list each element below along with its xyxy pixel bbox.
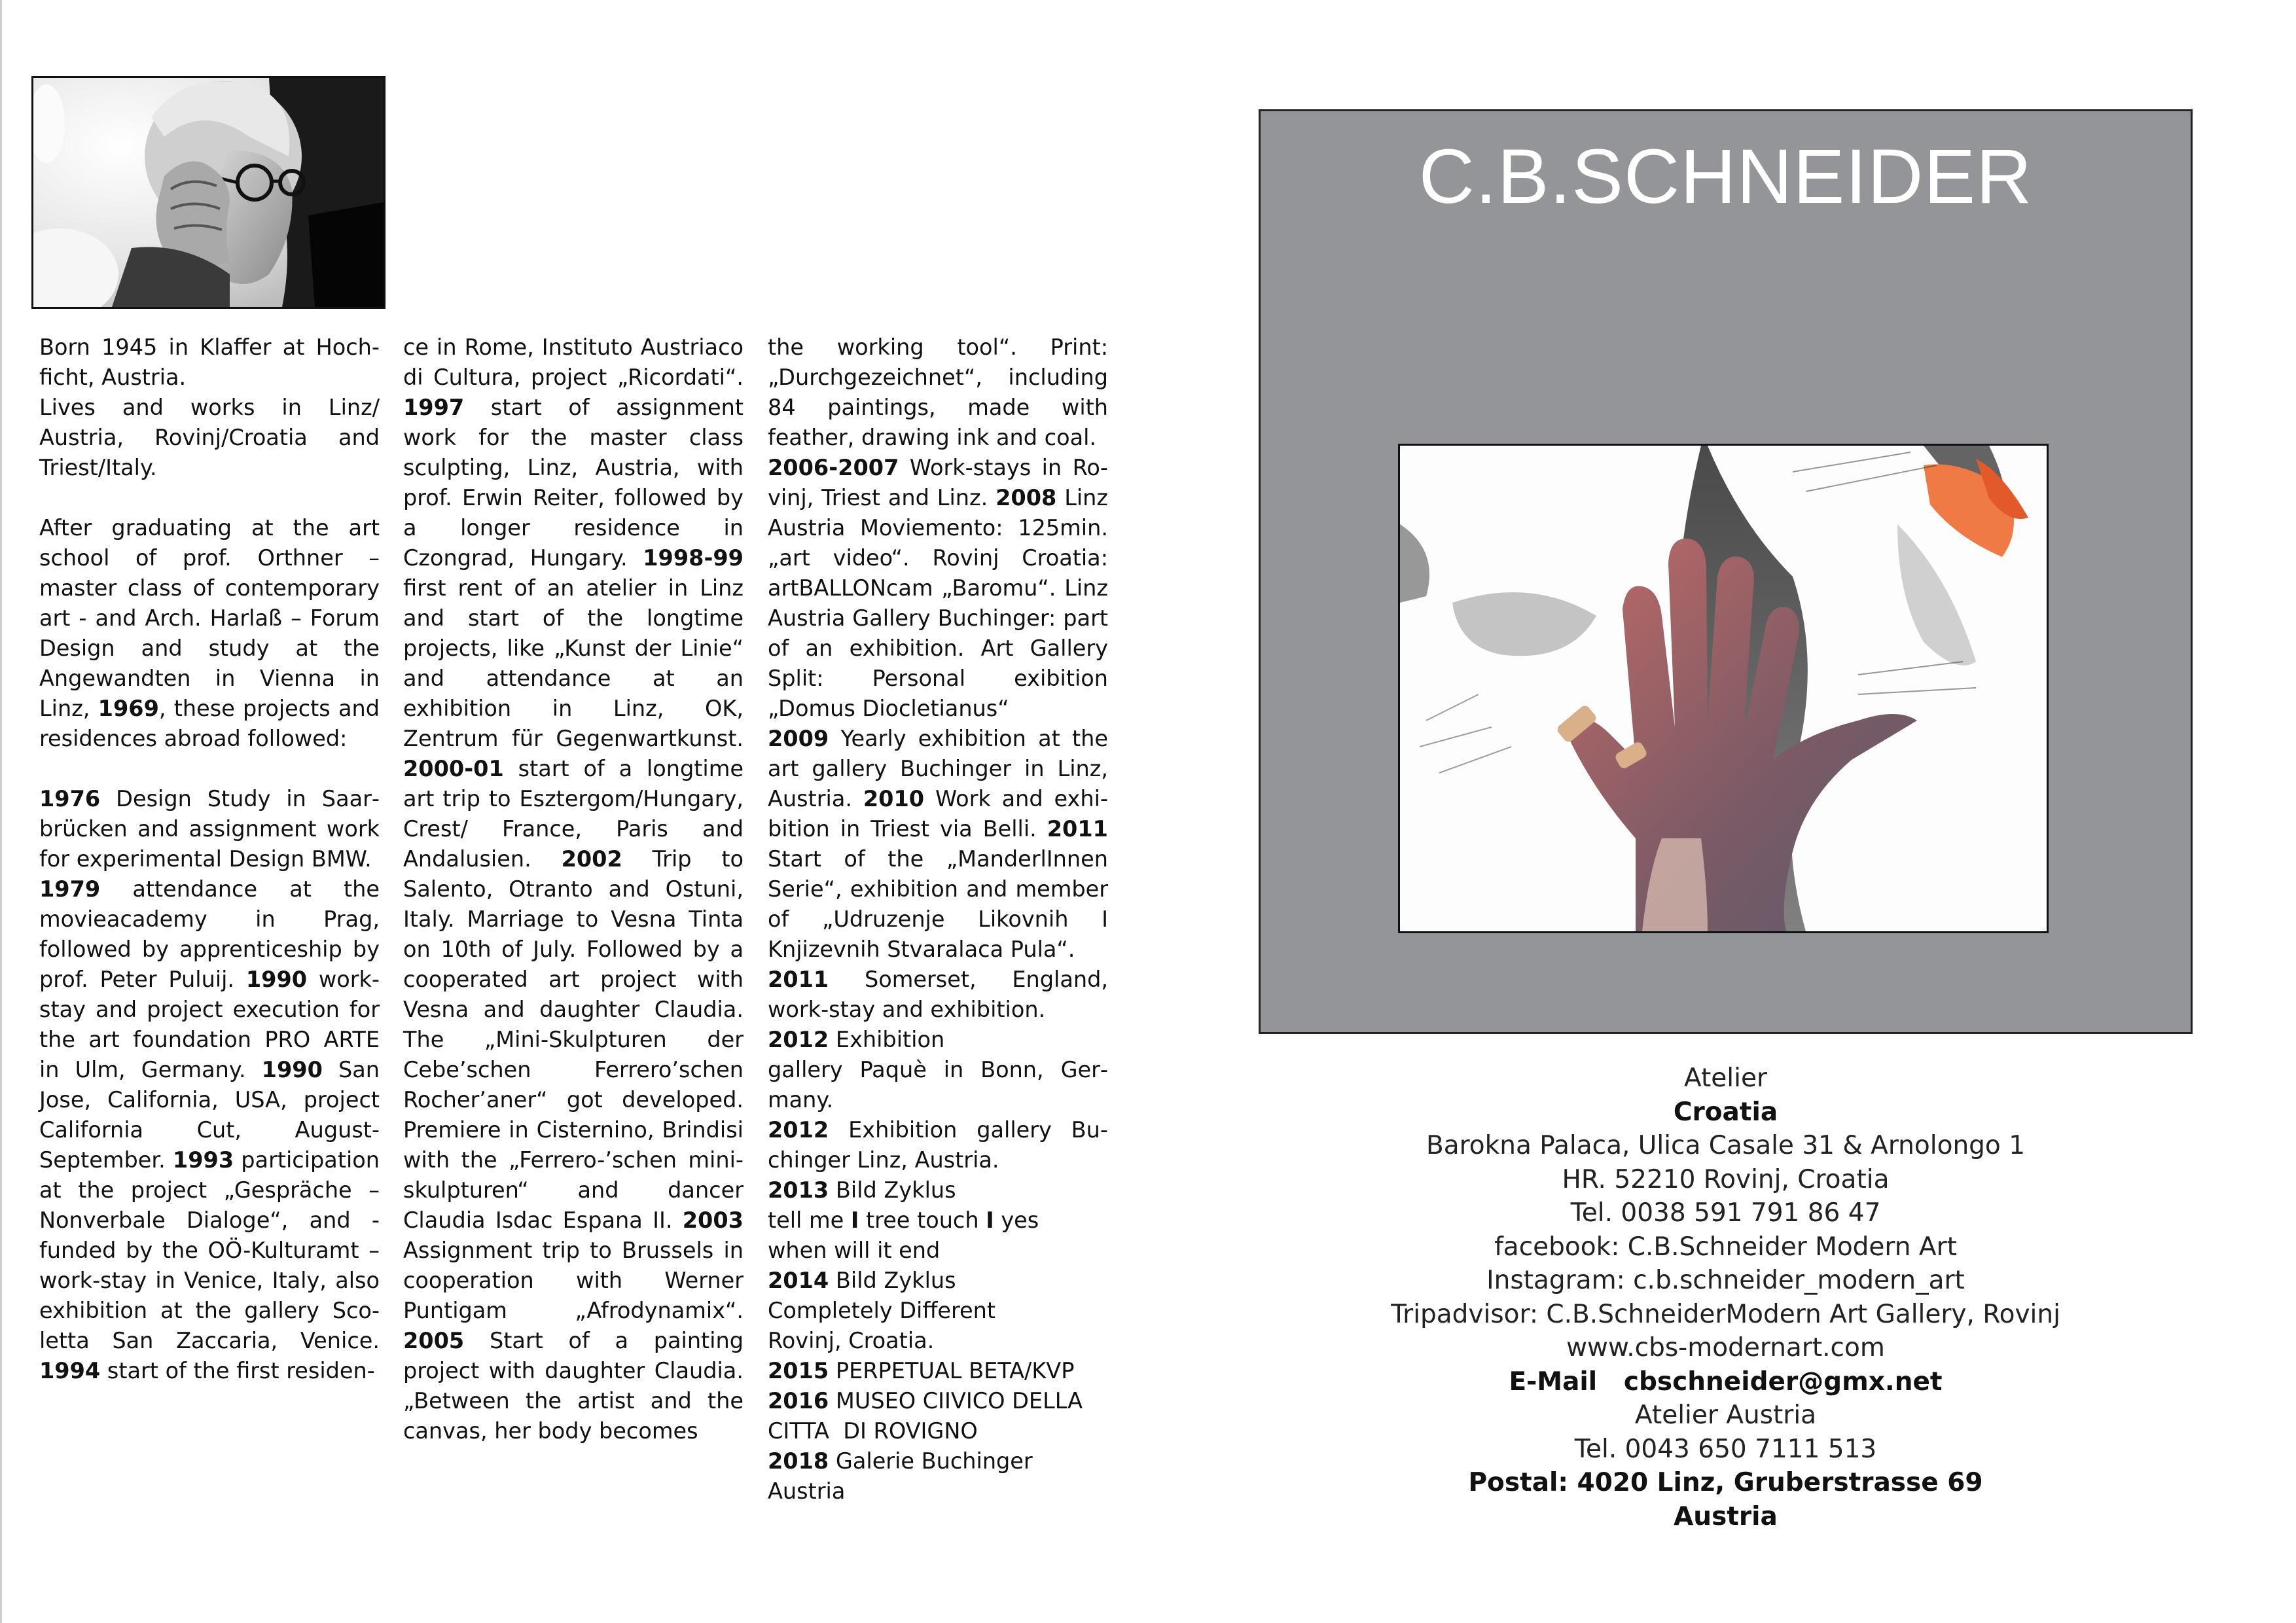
bio-paragraph [768, 1025, 1108, 1055]
bio-text: Lives and works in Linz/ Austria, Rovinj/Croatia and Triest/Italy. [39, 395, 380, 480]
bio-paragraph [768, 1175, 1108, 1205]
bio-text: gallery Paquè in Bonn, Germany. [768, 1057, 1108, 1113]
bio-year: 1998-99 [643, 545, 744, 571]
bio-text: Start of the „ManderlInnen Serie“, exhibition and member of „Udruzenje Likovnih I Knjizevnih Stvaralaca Pula“. [768, 846, 1108, 962]
biography-column-1 [39, 332, 380, 1386]
bio-paragraph [768, 1266, 1108, 1296]
contact-postcode: HR. 52210 Rovinj, Croatia [1562, 1164, 1890, 1194]
bio-paragraph [768, 1356, 1108, 1386]
biography-column-2 [403, 332, 744, 1446]
bio-paragraph [768, 1476, 1108, 1507]
bio-year: 2011 [1047, 816, 1108, 842]
bio-paragraph [39, 513, 380, 754]
bio-text: first rent of an atelier in Linz and start of the longtime projects, like „Kunst der Linie“ and attendance at an exhibition in Linz, OK, Zentrum für Gegenwartkunst. [403, 575, 744, 751]
bio-paragraph [768, 332, 1108, 453]
contact-phone-austria: Tel. 0043 650 7111 513 [1574, 1434, 1877, 1464]
bio-text: , these projects and residences abroad followed: [39, 696, 380, 751]
bio-text: Assignment trip to Brussels in cooperation with Werner Puntigam „Afrodynamix“. [403, 1238, 744, 1323]
bio-year: 2014 [768, 1268, 829, 1293]
bio-text: attendance at the movieacademy in Prag, followed by apprenticeship by prof. Peter Puluij. [39, 876, 380, 992]
contact-tripadvisor: Tripadvisor: C.B.SchneiderModern Art Gallery, Rovinj [1391, 1299, 2060, 1329]
bio-paragraph [768, 1055, 1108, 1115]
bio-text: Born 1945 in Klaffer at Hochficht, Austria. [39, 334, 380, 390]
contact-block [1259, 1061, 2193, 1533]
bio-year: 1997 [403, 395, 465, 420]
bio-year: 2003 [682, 1207, 744, 1233]
bio-paragraph [768, 1446, 1108, 1476]
bio-year: 1994 [39, 1358, 101, 1383]
bio-paragraph [768, 724, 1108, 965]
bio-paragraph [768, 1115, 1108, 1175]
bio-paragraph [768, 965, 1108, 1025]
contact-country-croatia: Croatia [1673, 1097, 1778, 1127]
bio-text: PERPETUAL BETA/KVP [829, 1358, 1075, 1383]
bio-text: Austria [768, 1478, 846, 1504]
bio-text: Linz Austria Moviemento: 125min. „art video“. Rovinj Croatia: artBALLONcam „Baromu“. Linz Austria Gallery Buchinger: part of an exhibition. Art Gallery Split: Personal exibition „Domus Diocletianus“ [768, 485, 1109, 721]
bio-paragraph [768, 1386, 1108, 1416]
bio-paragraph [403, 332, 744, 1446]
bio-year: 2002 [561, 846, 622, 872]
cover-panel [1259, 109, 2193, 1034]
bio-text: Start of a painting project with daughter Claudia. „Between the artist and the canvas, her body becomes [403, 1328, 744, 1444]
hand-artwork-photo [1398, 444, 2049, 933]
bio-year: 2018 [768, 1448, 829, 1474]
page-edge [0, 0, 2, 1623]
contact-atelier-label: Atelier [1684, 1063, 1767, 1093]
bio-paragraph [768, 453, 1108, 724]
bio-year: 2010 [863, 786, 925, 812]
bio-year: 1990 [261, 1057, 323, 1082]
bio-year: 2013 [768, 1177, 829, 1203]
bio-paragraph [39, 393, 380, 483]
bio-paragraph [768, 1236, 1108, 1266]
bio-text: Trip to Salento, Otranto and Ostuni, Italy. Marriage to Vesna Tinta on 10th of July. Followed by a cooperated art project with Vesna and daughter Claudia. The „Mini-Skulpturen der Cebe’schen Ferrero’schen Rocher’aner“ got developed. Premiere in Cisternino, Brindisi with the „Ferrero-’schen mini-skulpturen“ and dancer Claudia Isdac Espana II. [403, 846, 744, 1233]
bio-text: start of assignment work for the master class sculpting, Linz, Austria, with prof. Erwin Reiter, followed by a longer residence in Czongrad, Hungary. [403, 395, 744, 571]
bio-paragraph [768, 1326, 1108, 1356]
bio-year: 2011 [768, 967, 829, 992]
bio-year: 2012 [768, 1027, 829, 1052]
bio-text: Bild Zyklus [829, 1268, 956, 1293]
bio-text: Completely Different [768, 1298, 996, 1323]
bio-text: Work and exhibition in Triest via Belli. [768, 786, 1108, 842]
bio-text: the working tool“. Print: „Durchgezeichnet“, including 84 paintings, made with feather, drawing ink and coal. [768, 334, 1108, 450]
contact-postal-address: Postal: 4020 Linz, Gruberstrasse 69 [1468, 1468, 1983, 1497]
bio-year: 1990 [245, 967, 308, 992]
bio-year: 2012 [768, 1117, 829, 1143]
bio-text: when will it end [768, 1238, 941, 1263]
bio-text: Somerset, England, work-stay and exhibition. [768, 967, 1108, 1022]
contact-phone-croatia: Tel. 0038 591 791 86 47 [1570, 1198, 1881, 1228]
bio-year: 2015 [768, 1358, 829, 1383]
bio-text: MUSEO CIIVICO DELLA [829, 1388, 1083, 1414]
bio-year: 2008 [996, 485, 1057, 510]
bio-text: start of a longtime art trip to Esztergom/Hungary, Crest/ France, Paris and Andalusien. [403, 756, 744, 872]
bio-paragraph [39, 332, 380, 393]
contact-country-austria: Austria [1674, 1501, 1778, 1531]
bio-year: 2016 [768, 1388, 829, 1414]
bio-text: participation at the project „Gespräche – Nonverbale Dialoge“, and - funded by the OÖ-Kulturamt – work-stay in Venice, Italy, also exhibition at the gallery Scoletta San Zaccaria, Venice. [39, 1147, 380, 1353]
bio-text: Exhibition gallery Buchinger Linz, Austria. [768, 1117, 1108, 1173]
bio-separator: I [986, 1207, 994, 1233]
bio-text: start of the first residen- [100, 1358, 375, 1383]
contact-facebook: facebook: C.B.Schneider Modern Art [1494, 1232, 1957, 1262]
contact-email: E-Mail cbschneider@gmx.net [1509, 1366, 1943, 1397]
bio-text: tell me [768, 1207, 851, 1233]
contact-website: www.cbs-modernart.com [1566, 1333, 1885, 1363]
bio-year: 1969 [98, 696, 159, 721]
bio-text: Yearly exhibition at the art gallery Buchinger in Linz, Austria. [768, 726, 1108, 812]
bio-text: Bild Zyklus [829, 1177, 956, 1203]
bio-paragraph [39, 874, 380, 1386]
bio-text: Galerie Buchinger [829, 1448, 1033, 1474]
contact-address: Barokna Palaca, Ulica Casale 31 & Arnolongo 1 [1426, 1131, 2026, 1160]
bio-year: 2000-01 [403, 756, 504, 781]
contact-atelier-austria: Atelier Austria [1634, 1400, 1817, 1430]
bio-text: After graduating at the art school of prof. Orthner – master class of contemporary art - and Arch. Harlaß – Forum Design and study at the Angewandten in Vienna in Linz, [39, 515, 380, 721]
bio-year: 2005 [403, 1328, 465, 1353]
bio-text: CITTA DI ROVIGNO [768, 1418, 978, 1444]
bio-paragraph [768, 1296, 1108, 1326]
bio-year: 1976 [39, 786, 101, 812]
bio-text: tree touch [859, 1207, 986, 1233]
bio-text: yes [994, 1207, 1039, 1233]
bio-text: work-stay and project execution for the art foundation PRO ARTE in Ulm, Germany. [39, 967, 380, 1082]
bio-year: 1979 [39, 876, 101, 902]
bio-text: Exhibition [829, 1027, 945, 1052]
bio-text: Rovinj, Croatia. [768, 1328, 935, 1353]
artist-portrait-photo [31, 76, 386, 309]
bio-paragraph [768, 1205, 1108, 1236]
bio-text: Design Study in Saarbrücken and assignment work for experimental Design BMW. [39, 786, 380, 872]
contact-instagram: Instagram: c.b.schneider_modern_art [1486, 1266, 1965, 1295]
bio-paragraph [768, 1416, 1108, 1446]
bio-text: Work-stays in Rovinj, Triest and Linz. [768, 455, 1108, 510]
bio-paragraph [39, 784, 380, 874]
bio-text: San Jose, California, USA, project California Cut, August-September. [39, 1057, 380, 1173]
bio-text: ce in Rome, Instituto Austriaco di Cultura, project „Ricordati“. [403, 334, 744, 390]
bio-year: 2006-2007 [768, 455, 899, 480]
biography-column-3 [768, 332, 1108, 1507]
artist-name-title: C.B.SCHNEIDER [1418, 134, 2033, 220]
bio-separator: I [850, 1207, 859, 1233]
bio-year: 1993 [172, 1147, 234, 1173]
bio-year: 2009 [768, 726, 829, 751]
